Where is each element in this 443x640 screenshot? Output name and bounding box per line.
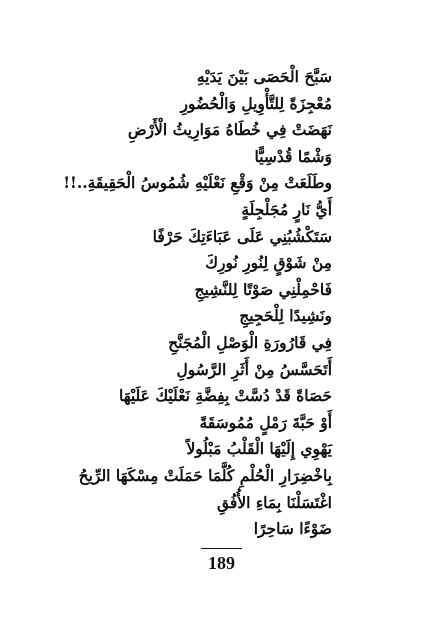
poem-line: ونَشِيدًا لِلْحَجِيجِ (239, 306, 332, 326)
poem-line: أَيُّ نَارٍ مُجَلْجِلَةٍ (241, 199, 332, 219)
poem-line: سَبَّحَ الْحَصَى بَيْنَ يَدَيْهِ (196, 67, 332, 86)
poem-line: نَهَضَتْ فِي خُطَاهُ مَوَارِيثُ الْأَرْضِ (127, 120, 332, 140)
poem-line: وَشْمًا قُدْسِيًّا (254, 146, 332, 166)
page-number-rule (201, 548, 242, 549)
page-number: 189 (208, 553, 235, 573)
poem-line: مُعْجِزَةً لِلتَّأْوِيلِ وَالْحُضُورِ (180, 93, 332, 113)
poem-line: فَاحْمِلْنِي صَوْتًا لِلنَّشِيجِ (194, 279, 332, 299)
poem-text (32, 64, 332, 543)
poem-line: بِاخْضِرَارِ الْحُلْمِ كُلَّمَا حَمَلَتْ مِسْكَهَا الرِّيحُ (78, 465, 332, 485)
poem-line: أَوْ حَبَّةَ رَمْلٍ مُمُوسَقَةً (199, 412, 332, 432)
poem-line: أَتَحَسَّسُ مِنْ أَثَرِ الرَّسُولِ (176, 359, 332, 379)
poem-line: وطَلَعَتْ مِنْ وَقْعِ نَعْلَيْهِ شُمُوسُ الْحَقِيقَةِ..!! (63, 173, 332, 193)
poem-line: سَتَكْشُبُنِي عَلَى عَبَاءَتِكَ حَرْفًا (152, 226, 332, 246)
poem-line: فِي قَارُورَةِ الْوَصْلِ الْمُجَنَّحِ (168, 332, 332, 352)
poem-line: مِنْ شَوْقٍ لِنُورِ نُورِكَ (205, 253, 332, 273)
poem-line: اغْتَسَلْنَا بِمَاءِ الأُفُقِ (216, 492, 332, 512)
poem-line: حَصَاةً قَدْ دُسَّتْ بِفِضَّةِ نَعْلَيْكَ عَلَيْهَا (119, 386, 332, 406)
poem-line: ضَوْءًا سَاحِرًا (253, 519, 332, 539)
poem-line: يَهْوِي إِلَيْهَا الْقَلْبُ مَبْلُولاً (186, 439, 332, 459)
